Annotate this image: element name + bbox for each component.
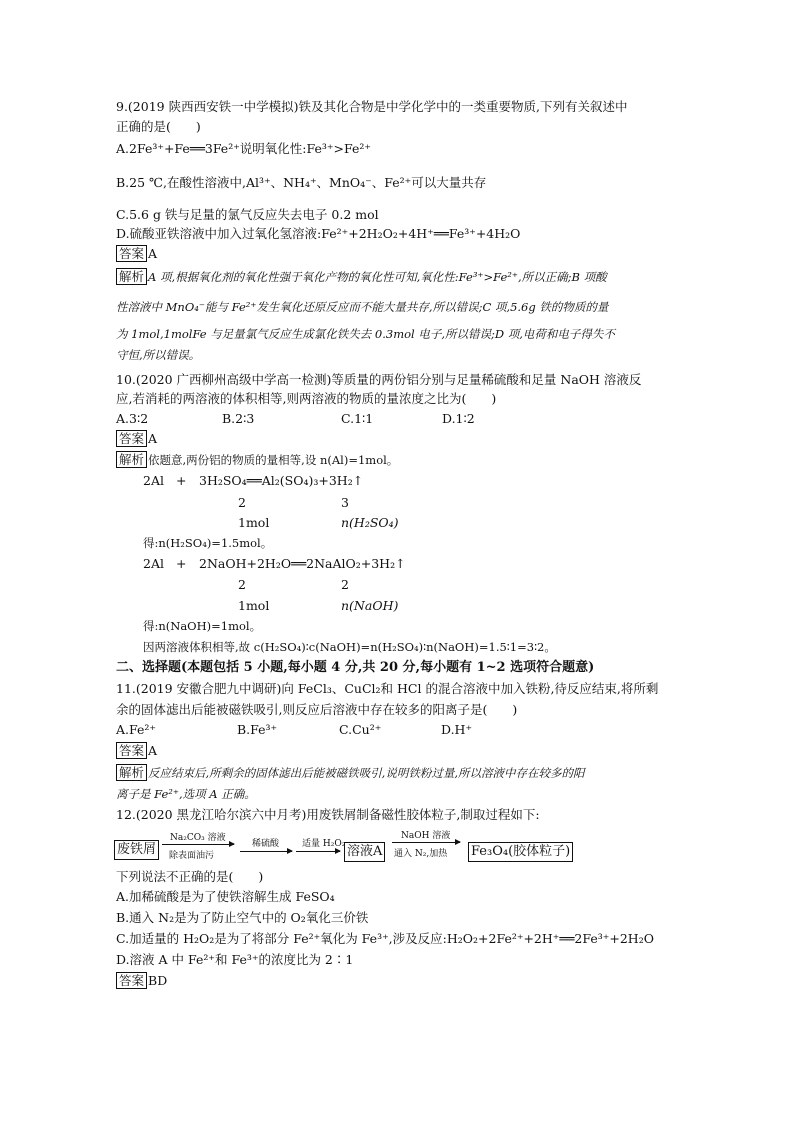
q10-answer	[116, 430, 157, 448]
q9-stem-line1: 9.(2019 陕西西安铁一中学模拟)铁及其化合物是中学化学中的一类重要物质,下列有关叙述中	[116, 99, 628, 114]
eq2-ratio-al: 2	[238, 577, 246, 592]
eq2-amount-base: n(NaOH)	[341, 598, 399, 613]
q12-option-c: C.加适量的 H₂O₂是为了将部分 Fe²⁺氧化为 Fe³⁺,涉及反应:H₂O₂+2Fe²⁺+2H⁺══2Fe³⁺+2H₂O	[116, 931, 654, 946]
q10-result2: 得:n(NaOH)=1mol。	[143, 619, 262, 633]
q9-analysis-line1	[116, 268, 607, 286]
q10-result1: 得:n(H₂SO₄)=1.5mol。	[143, 536, 273, 550]
q11-answer	[116, 742, 157, 760]
flow-arrow-4	[392, 842, 460, 843]
answer-tag: 答案	[116, 430, 147, 447]
q11-stem-line2: 余的固体滤出后能被磁铁吸引,则反应后溶液中存在较多的阳离子是( )	[116, 702, 518, 717]
q9-stem-line2: 正确的是( )	[116, 119, 201, 134]
q11-option-a: A.Fe²⁺	[116, 722, 156, 737]
q12-answer	[116, 972, 167, 990]
analysis-tag: 解析	[116, 764, 147, 781]
q9-option-b: B.25 ℃,在酸性溶液中,Al³⁺、NH₄⁺、MnO₄⁻、Fe²⁺可以大量共存	[116, 175, 487, 190]
analysis-text: 依题意,两份铝的物质的量相等,设 n(Al)=1mol。	[148, 453, 399, 467]
flow-arrow-1	[162, 844, 234, 845]
flow-label-naoh: NaOH 溶液	[401, 831, 451, 841]
q11-option-d: D.H⁺	[441, 722, 473, 737]
eq2-amount-al: 1mol	[238, 598, 270, 613]
q11-option-b: B.Fe³⁺	[237, 722, 278, 737]
q10-option-a: A.3∶2	[116, 411, 149, 426]
q10-option-d: D.1∶2	[442, 411, 475, 426]
q10-stem-line1: 10.(2020 广西柳州高级中学高一检测)等质量的两份铝分别与足量稀硫酸和足量 NaOH 溶液反	[116, 372, 642, 387]
section-heading: 二、选择题(本题包括 5 小题,每小题 4 分,共 20 分,每小题有 1~2 选项符合题意)	[116, 660, 595, 675]
flow-arrow-2	[240, 851, 292, 852]
analysis-text: A 项,根据氧化剂的氧化性强于氧化产物的氧化性可知,氧化性:Fe³⁺>Fe²⁺,所以正确;B 项酸	[148, 270, 607, 284]
answer-tag: 答案	[116, 742, 147, 759]
q10-option-b: B.2∶3	[222, 411, 255, 426]
flow-label-h2o2: 适量 H₂O₂	[302, 839, 346, 849]
analysis-tag: 解析	[116, 268, 147, 285]
q9-analysis-line3: 为 1mol,1molFe 与足量氯气反应生成氯化铁失去 0.3mol 电子,所以错误;D 项,电荷和电子得失不	[116, 327, 615, 341]
flow-arrow-3	[296, 851, 340, 852]
eq1-ratio-al: 2	[238, 495, 246, 510]
flow-label-acid: 稀硫酸	[252, 839, 280, 849]
q12-stem-line2: 下列说法不正确的是( )	[116, 869, 264, 884]
answer-tag: 答案	[116, 972, 147, 989]
q11-option-c: C.Cu²⁺	[339, 722, 382, 737]
q12-option-b: B.通入 N₂是为了防止空气中的 O₂氧化三价铁	[116, 910, 369, 925]
analysis-tag: 解析	[116, 451, 147, 468]
flow-label-n2-heat: 通入 N₂,加热	[394, 849, 448, 859]
q10-option-c: C.1∶1	[341, 411, 374, 426]
answer-value: A	[148, 743, 158, 758]
eq1-reaction: 3H₂SO₄══Al₂(SO₄)₃+3H₂↑	[199, 473, 364, 488]
eq2-al: 2Al	[143, 556, 164, 571]
eq1-amount-al: 1mol	[238, 515, 270, 530]
q9-analysis-line2: 性溶液中 MnO₄⁻能与 Fe²⁺发生氧化还原反应而不能大量共存,所以错误;C 项,5.6g 铁的物质的量	[116, 300, 609, 314]
flow-box-scrap-iron: 废铁屑	[114, 840, 159, 860]
q12-option-d: D.溶液 A 中 Fe²⁺和 Fe³⁺的浓度比为 2∶1	[116, 952, 354, 967]
q10-stem-line2: 应,若消耗的两溶液的体积相等,则两溶液的物质的量浓度之比为( )	[116, 391, 497, 406]
flow-label-degrease: 除表面油污	[169, 851, 215, 861]
answer-value: A	[148, 246, 158, 261]
flow-box-fe3o4: Fe₃O₄(胶体粒子)	[468, 842, 573, 862]
eq2-ratio-base: 2	[341, 577, 349, 592]
q11-stem-line1: 11.(2019 安徽合肥九中调研)向 FeCl₃、CuCl₂和 HCl 的混合溶液中加入铁粉,待反应结束,将所剩	[116, 681, 659, 696]
q9-answer	[116, 245, 157, 263]
answer-value: BD	[148, 973, 168, 988]
eq1-al: 2Al	[143, 473, 164, 488]
q12-stem-line1: 12.(2020 黑龙江哈尔滨六中月考)用废铁屑制备磁性胶体粒子,制取过程如下:	[116, 807, 540, 822]
eq1-ratio-acid: 3	[341, 495, 349, 510]
q9-analysis-line4: 守恒,所以错误。	[116, 348, 201, 362]
eq2-plus: +	[176, 556, 187, 571]
analysis-text: 反应结束后,所剩余的固体滤出后能被磁铁吸引,说明铁粉过量,所以溶液中存在较多的阳	[148, 766, 585, 780]
q9-option-d: D.硫酸亚铁溶液中加入过氧化氢溶液:Fe²⁺+2H₂O₂+4H⁺══Fe³⁺+4H₂O	[116, 226, 521, 241]
q10-analysis-line1	[116, 451, 398, 469]
eq2-reaction: 2NaOH+2H₂O══2NaAlO₂+3H₂↑	[199, 556, 406, 571]
q10-conclusion: 因两溶液体积相等,故 c(H₂SO₄)∶c(NaOH)=n(H₂SO₄)∶n(NaOH)=1.5∶1=3∶2。	[143, 640, 556, 654]
flow-label-na2co3: Na₂CO₃ 溶液	[170, 833, 226, 843]
q9-option-c: C.5.6 g 铁与足量的氯气反应失去电子 0.2 mol	[116, 207, 379, 222]
eq1-plus: +	[176, 473, 187, 488]
q11-analysis-line2: 离子是 Fe²⁺,选项 A 正确。	[116, 787, 256, 801]
process-flowchart	[114, 827, 584, 867]
q11-analysis-line1	[116, 764, 584, 782]
q9-option-a: A.2Fe³⁺+Fe══3Fe²⁺说明氧化性:Fe³⁺>Fe²⁺	[116, 141, 371, 156]
eq1-amount-acid: n(H₂SO₄)	[341, 515, 399, 530]
flow-box-solution-a: 溶液A	[344, 842, 385, 862]
answer-value: A	[148, 431, 158, 446]
q12-option-a: A.加稀硫酸是为了使铁溶解生成 FeSO₄	[116, 889, 335, 904]
answer-tag: 答案	[116, 245, 147, 262]
